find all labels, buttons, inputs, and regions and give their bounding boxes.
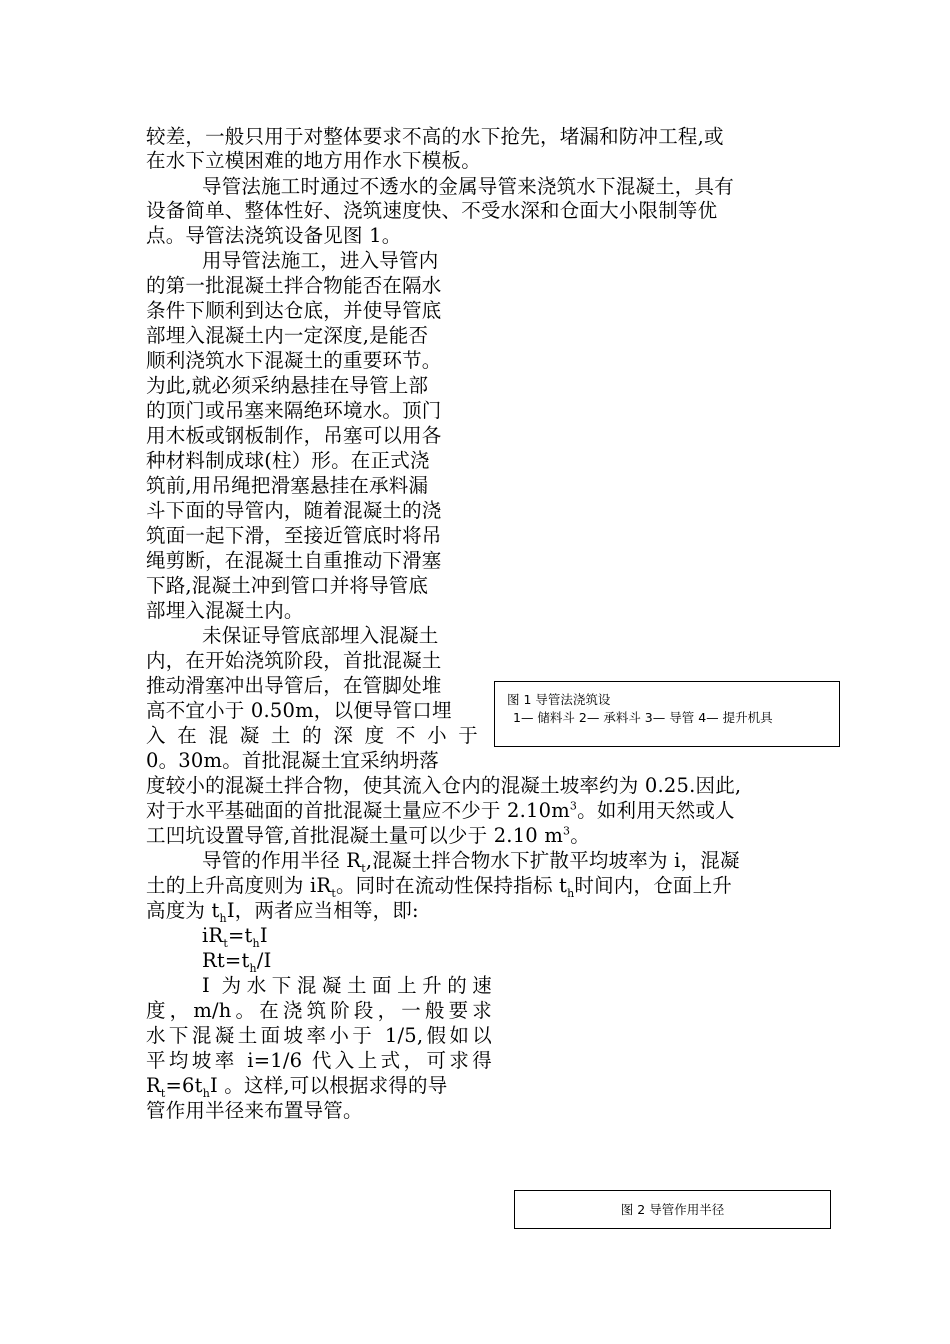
- figure1-caption: [494, 681, 840, 747]
- text-line: 0。30m。首批混凝土宜采纳坍落: [146, 749, 439, 772]
- figure2-title: 图 2 导管作用半径: [620, 1202, 725, 1217]
- text-line: 高度为 $t_hI$，两者应当相等，即:: [146, 899, 419, 925]
- formula: $iR_t=t_hI$: [202, 924, 268, 950]
- text-line: 土的上升高度则为 $iR_t$。同时在流动性保持指标 $t_h$时间内，仓面上升: [146, 874, 732, 900]
- text-line: 水下混凝土面坡率小于 1/5,假如以: [146, 1024, 492, 1047]
- text-line: 管作用半径来布置导管。: [146, 1099, 363, 1122]
- text-line: 顺利浇筑水下混凝土的重要环节。: [146, 349, 442, 372]
- text-line: 导管的作用半径 $R_t$,混凝土拌合物水下扩散平均坡率为 i，混凝: [202, 849, 740, 875]
- text-line: 在水下立模困难的地方用作水下模板。: [146, 149, 481, 172]
- text-line: 内，在开始浇筑阶段，首批混凝土: [146, 649, 442, 672]
- text-line: 种材料制成球(柱）形。在正式浇: [146, 449, 430, 472]
- text-line: 对于水平基础面的首批混凝土量应不少于 $2.10m^3$。如利用天然或人: [146, 799, 735, 822]
- text-line: $R_t=6t_hI$ 。这样,可以根据求得的导: [146, 1074, 448, 1100]
- text-line: I 为水下混凝土面上升的速: [202, 974, 492, 997]
- text-line: 高不宜小于 0.50m，以便导管口埋: [146, 699, 452, 722]
- text-line: 用导管法施工，进入导管内: [202, 249, 439, 272]
- text-line: 入 在 混 凝 土 的 深 度 不 小 于: [146, 724, 478, 747]
- text-line: 部埋入混凝土内一定深度,是能否: [146, 324, 429, 347]
- text-line: 筑面一起下滑，至接近管底时将吊: [146, 524, 442, 547]
- text-line: 筑前,用吊绳把滑塞悬挂在承料漏: [146, 474, 429, 497]
- figure1-title: 图 1 导管法浇筑设: [507, 692, 611, 707]
- formula: $Rt=t_h/I$: [202, 949, 272, 975]
- text-line: 部埋入混凝土内。: [146, 599, 304, 622]
- text-line: 用木板或钢板制作，吊塞可以用各: [146, 424, 442, 447]
- text-line: 为此,就必须采纳悬挂在导管上部: [146, 374, 429, 397]
- text-line: 平均坡率 i=1/6 代入上式，可求得: [146, 1049, 492, 1072]
- text-line: 度较小的混凝土拌合物，使其流入仓内的混凝土坡率约为 0.25.因此,: [146, 774, 742, 797]
- text-line: 设备简单、整体性好、浇筑速度快、不受水深和仓面大小限制等优: [146, 199, 718, 222]
- figure1-legend: 1— 储料斗 2— 承料斗 3— 导管 4— 提升机具: [513, 710, 773, 725]
- figure2-caption: [514, 1190, 831, 1229]
- text-line: 点。导管法浇筑设备见图 1。: [146, 224, 402, 247]
- text-line: 斗下面的导管内，随着混凝土的浇: [146, 499, 442, 522]
- text-line: 下路,混凝土冲到管口并将导管底: [146, 574, 429, 597]
- text-line: 较差，一般只用于对整体要求不高的水下抢先，堵漏和防冲工程,或: [146, 125, 724, 148]
- text-line: 未保证导管底部埋入混凝土: [202, 624, 439, 647]
- text-line: 工凹坑设置导管,首批混凝土量可以少于 2.10 $m^3$。: [146, 824, 590, 847]
- text-line: 绳剪断，在混凝土自重推动下滑塞: [146, 549, 442, 572]
- text-line: 条件下顺利到达仓底，并使导管底: [146, 299, 442, 322]
- text-line: 度，m/h。在浇筑阶段，一般要求: [146, 999, 492, 1022]
- text-line: 推动滑塞冲出导管后，在管脚处堆: [146, 674, 442, 697]
- text-line: 的第一批混凝土拌合物能否在隔水: [146, 274, 442, 297]
- text-line: 导管法施工时通过不透水的金属导管来浇筑水下混凝土，具有: [202, 175, 734, 198]
- text-line: 的顶门或吊塞来隔绝环境水。顶门: [146, 399, 442, 422]
